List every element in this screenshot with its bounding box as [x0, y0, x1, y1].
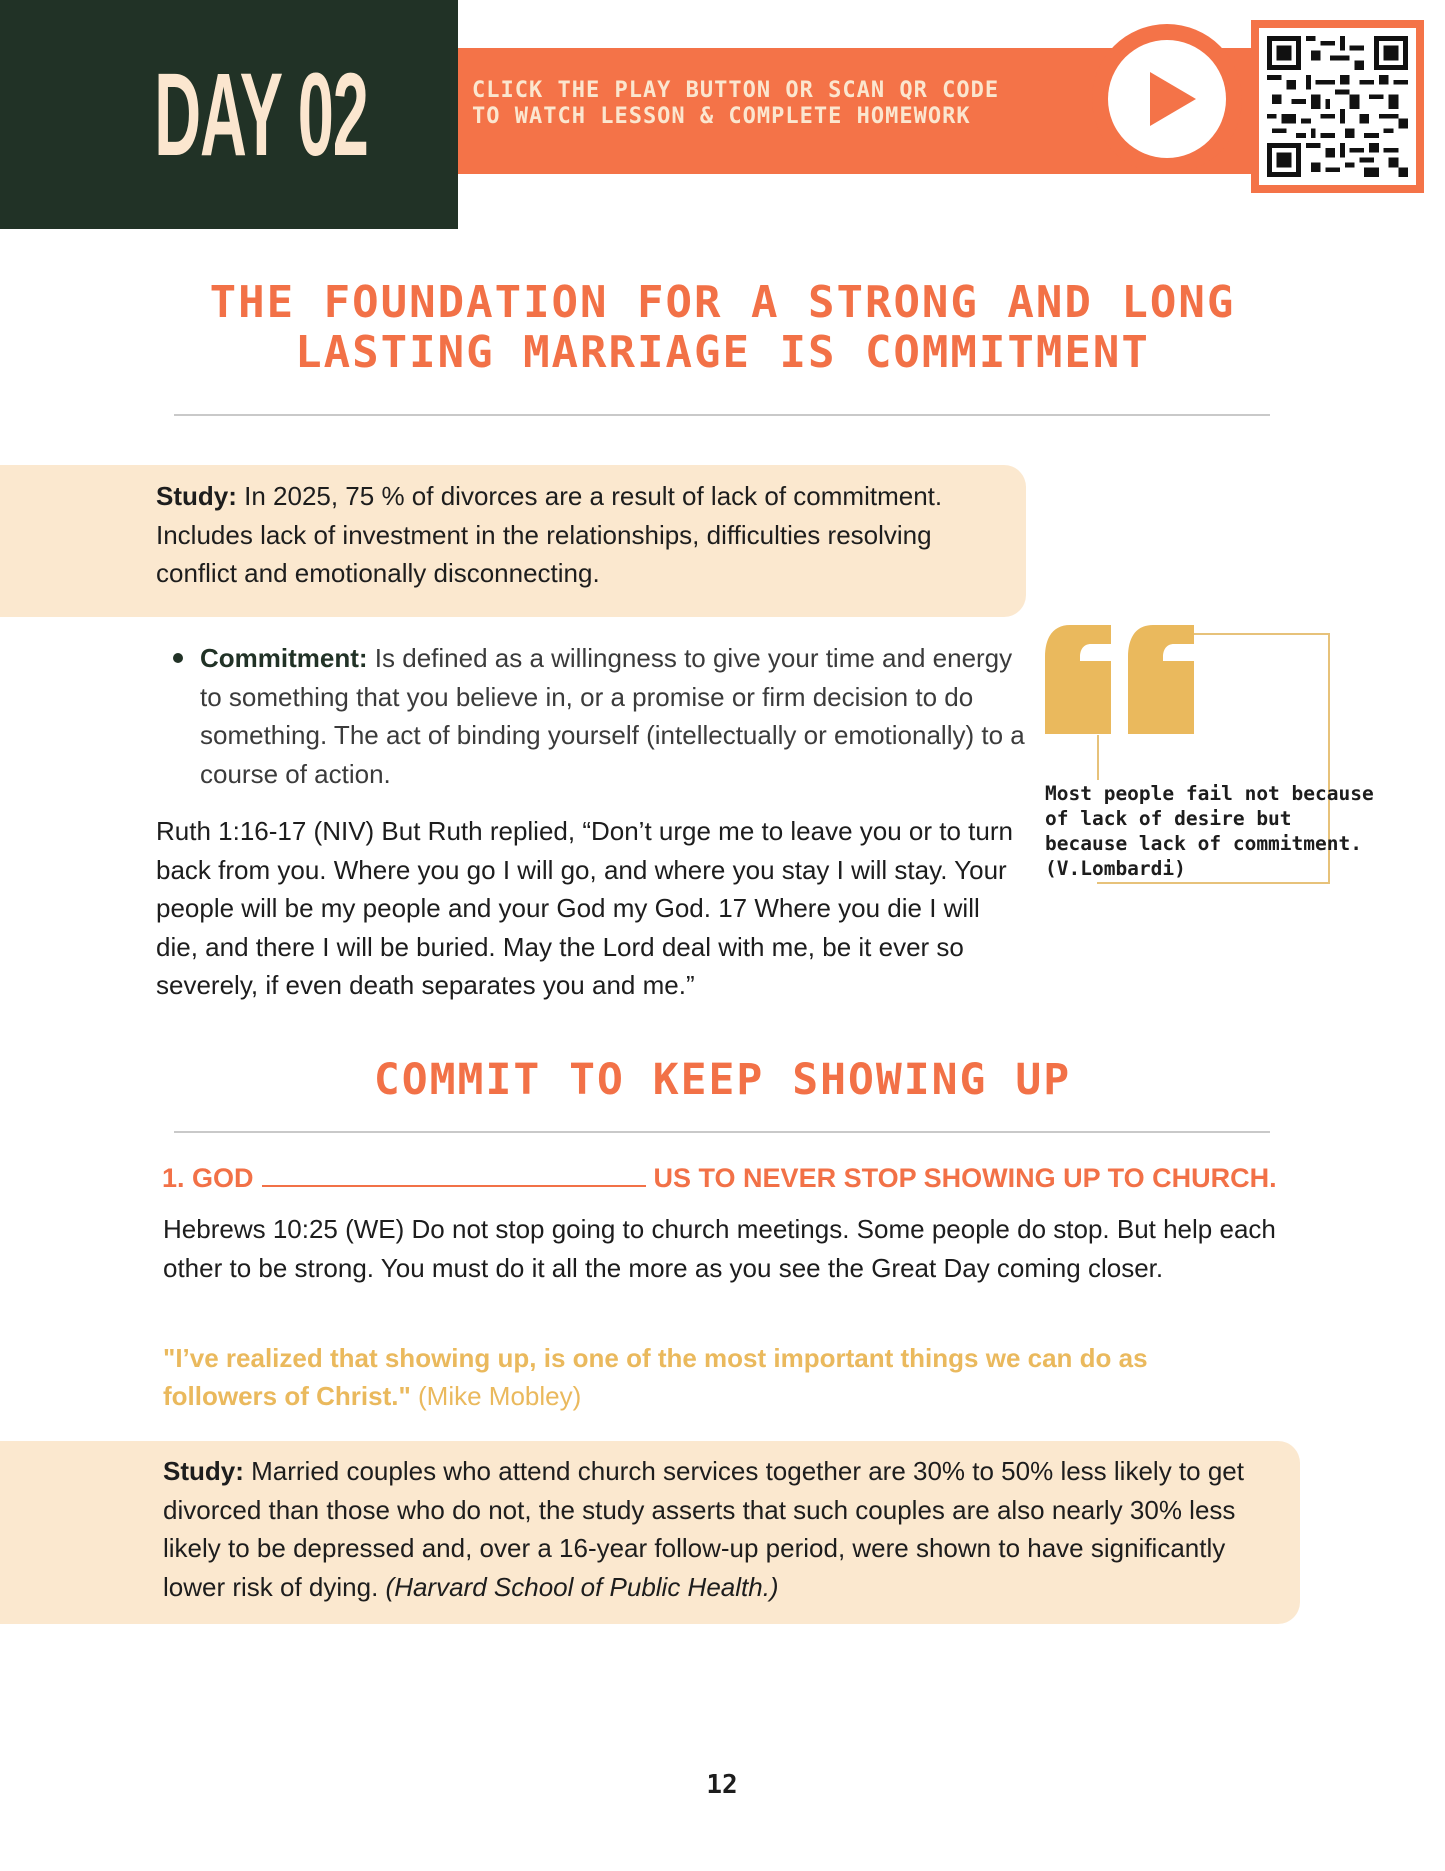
point-1: [162, 1160, 1362, 1196]
quote-marks-icon: [1043, 617, 1198, 737]
study-label: Study:: [163, 1456, 244, 1486]
study-body: Married couples who attend church services together are 30% to 50% less likely to get divorced than those who do not, the study asserts that such couples are also nearly 30% less likely to be depressed and, over a 16-year follow-up period, were shown to have significantly lower risk of dying.: [163, 1456, 1244, 1602]
study-label: Study:: [156, 481, 237, 511]
study-text: [156, 477, 1016, 593]
quote-frame-stem: [1097, 735, 1099, 780]
study-body: In 2025, 75 % of divorces are a result of lack of commitment. Includes lack of investment in the relationships, difficulties resolving conflict and emotionally disconnecting.: [156, 481, 943, 588]
commitment-definition: [200, 639, 1030, 793]
play-icon[interactable]: [1108, 40, 1226, 158]
banner-line-1: CLICK THE PLAY BUTTON OR SCAN QR CODE: [472, 78, 1000, 103]
side-quote-text: Most people fail not because of lack of desire but because lack of commitment. (V.Lombardi): [1045, 782, 1374, 880]
mobley-quote-author: (Mike Mobley): [410, 1381, 582, 1411]
study-text: [163, 1452, 1288, 1606]
fill-in-blank[interactable]: [262, 1161, 646, 1187]
commitment-term: Commitment:: [200, 643, 368, 673]
bullet-icon: [173, 653, 183, 663]
page-number: 12: [706, 1770, 738, 1800]
commitment-body: Is defined as a willingness to give your time and energy to something that you believe in, or a promise or firm decision to do something. The act of binding yourself (intellectually or emotionally) to a course of action.: [200, 643, 1025, 789]
scripture-ruth: Ruth 1:16-17 (NIV) But Ruth replied, “Don’t urge me to leave you or to turn back from you. Where you go I will go, and where you stay I will stay. Your people will be my people and your God my God. 17 Where you die I will die, and there I will be buried. May the Lord deal with me, be it ever so severely, if even death separates you and me.”: [156, 816, 1013, 1000]
quote-frame-top: [1192, 633, 1330, 635]
divider: [174, 414, 1270, 416]
divider: [174, 1131, 1270, 1133]
mobley-quote: [163, 1339, 1263, 1415]
day-label: DAY 02: [154, 49, 368, 181]
page-title-line-1: THE FOUNDATION FOR A STRONG AND LONG: [209, 277, 1236, 328]
point-1-prefix: 1. GOD: [162, 1163, 254, 1193]
qr-code-icon[interactable]: [1267, 36, 1408, 177]
section-title: COMMIT TO KEEP SHOWING UP: [373, 1055, 1072, 1105]
banner-line-2: TO WATCH LESSON & COMPLETE HOMEWORK: [472, 104, 971, 129]
page-title: [140, 278, 1305, 378]
scripture-hebrews: Hebrews 10:25 (WE) Do not stop going to church meetings. Some people do stop. But help each other to be strong. You must do it all the more as you see the Great Day coming closer.: [163, 1214, 1276, 1283]
quote-frame-bottom: [1097, 882, 1330, 884]
point-1-suffix: US TO NEVER STOP SHOWING UP TO CHURCH.: [653, 1163, 1277, 1193]
banner-text: [472, 78, 1102, 130]
page-title-line-2: LASTING MARRIAGE IS COMMITMENT: [295, 327, 1150, 378]
mobley-quote-text: "I’ve realized that showing up, is one of the most important things we can do as followers of Christ.": [163, 1343, 1148, 1411]
study-source: (Harvard School of Public Health.): [385, 1571, 779, 1602]
